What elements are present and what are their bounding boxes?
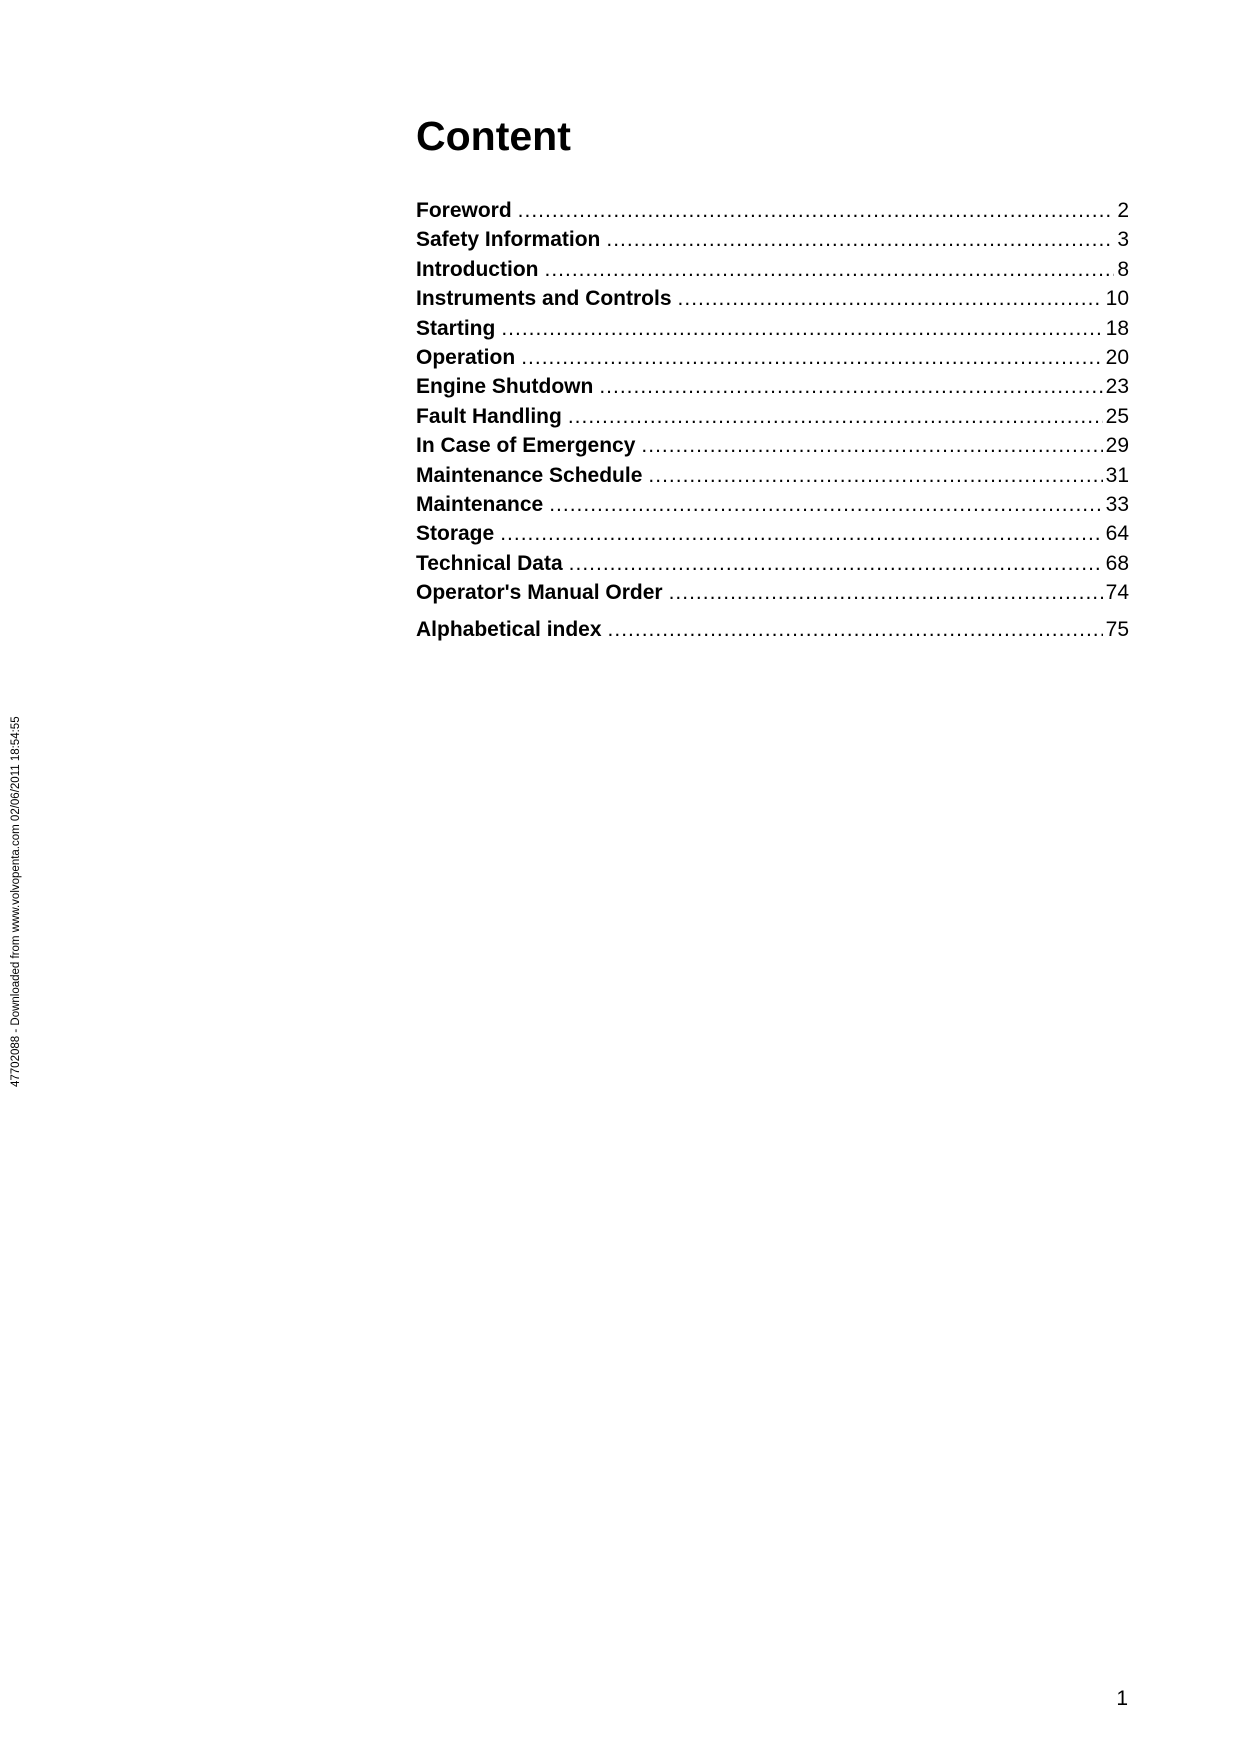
dot-leader	[608, 615, 1103, 644]
toc-entry-page: 74	[1105, 581, 1129, 605]
toc-entry-engine-shutdown[interactable]	[416, 372, 1129, 401]
toc-entry-title: Fault Handling	[416, 404, 562, 428]
toc-entry-page: 33	[1105, 492, 1129, 516]
toc-entry-maintenance-schedule[interactable]	[416, 461, 1129, 490]
toc-entry-alphabetical-index[interactable]	[416, 615, 1129, 644]
page-number: 1	[1116, 1687, 1128, 1710]
download-stamp: 47702088 - Downloaded from www.volvopenta.com 02/06/2011 18:54:55	[10, 716, 22, 1087]
toc-entry-in-case-of-emergency[interactable]	[416, 431, 1129, 460]
toc-entry-fault-handling[interactable]	[416, 402, 1129, 431]
toc-entry-technical-data[interactable]	[416, 549, 1129, 578]
toc-entry-foreword[interactable]	[416, 196, 1129, 225]
toc-entry-page: 10	[1105, 287, 1129, 311]
toc-entry-instruments-and-controls[interactable]	[416, 284, 1129, 313]
toc-entry-safety-information[interactable]	[416, 225, 1129, 254]
toc-entry-page: 68	[1105, 551, 1129, 575]
dot-leader	[518, 196, 1115, 225]
toc-entry-page: 8	[1117, 257, 1129, 281]
toc-entry-starting[interactable]	[416, 314, 1129, 343]
dot-leader	[569, 549, 1103, 578]
toc-entry-title: Instruments and Controls	[416, 287, 672, 311]
toc-entry-maintenance[interactable]	[416, 490, 1129, 519]
table-of-contents	[416, 196, 1129, 645]
dot-leader	[641, 431, 1102, 460]
dot-leader	[500, 519, 1102, 548]
toc-entry-page: 18	[1105, 316, 1129, 340]
toc-entry-title: Operation	[416, 345, 516, 369]
toc-entry-title: Engine Shutdown	[416, 375, 594, 399]
toc-entry-page: 29	[1105, 434, 1129, 458]
toc-entry-title: Storage	[416, 522, 495, 546]
dot-leader	[501, 314, 1102, 343]
dot-leader	[606, 225, 1114, 254]
toc-entry-title: Maintenance	[416, 492, 544, 516]
toc-entry-title: In Case of Emergency	[416, 434, 636, 458]
toc-entry-page: 3	[1117, 228, 1129, 252]
page-title: Content	[416, 113, 571, 159]
toc-entry-operation[interactable]	[416, 343, 1129, 372]
toc-entry-title: Starting	[416, 316, 496, 340]
toc-entry-page: 25	[1105, 404, 1129, 428]
dot-leader	[678, 284, 1103, 313]
toc-entry-page: 75	[1105, 618, 1129, 642]
dot-leader	[544, 255, 1114, 284]
dot-leader	[648, 461, 1102, 490]
toc-entry-page: 23	[1105, 375, 1129, 399]
toc-entry-introduction[interactable]	[416, 255, 1129, 284]
toc-entry-title: Maintenance Schedule	[416, 463, 643, 487]
dot-leader	[568, 402, 1103, 431]
toc-entry-storage[interactable]	[416, 519, 1129, 548]
dot-leader	[549, 490, 1102, 519]
dot-leader	[669, 578, 1103, 607]
toc-entry-operators-manual-order[interactable]	[416, 578, 1129, 607]
toc-entry-title: Technical Data	[416, 551, 563, 575]
toc-entry-page: 31	[1105, 463, 1129, 487]
toc-entry-page: 2	[1117, 199, 1129, 222]
toc-entry-title: Safety Information	[416, 228, 601, 252]
toc-entry-page: 64	[1105, 522, 1129, 546]
toc-entry-title: Foreword	[416, 199, 512, 222]
dot-leader	[599, 372, 1102, 401]
toc-entry-title: Introduction	[416, 257, 539, 281]
dot-leader	[521, 343, 1102, 372]
toc-entry-title: Alphabetical index	[416, 618, 602, 642]
toc-entry-title: Operator's Manual Order	[416, 581, 663, 605]
toc-entry-page: 20	[1105, 345, 1129, 369]
